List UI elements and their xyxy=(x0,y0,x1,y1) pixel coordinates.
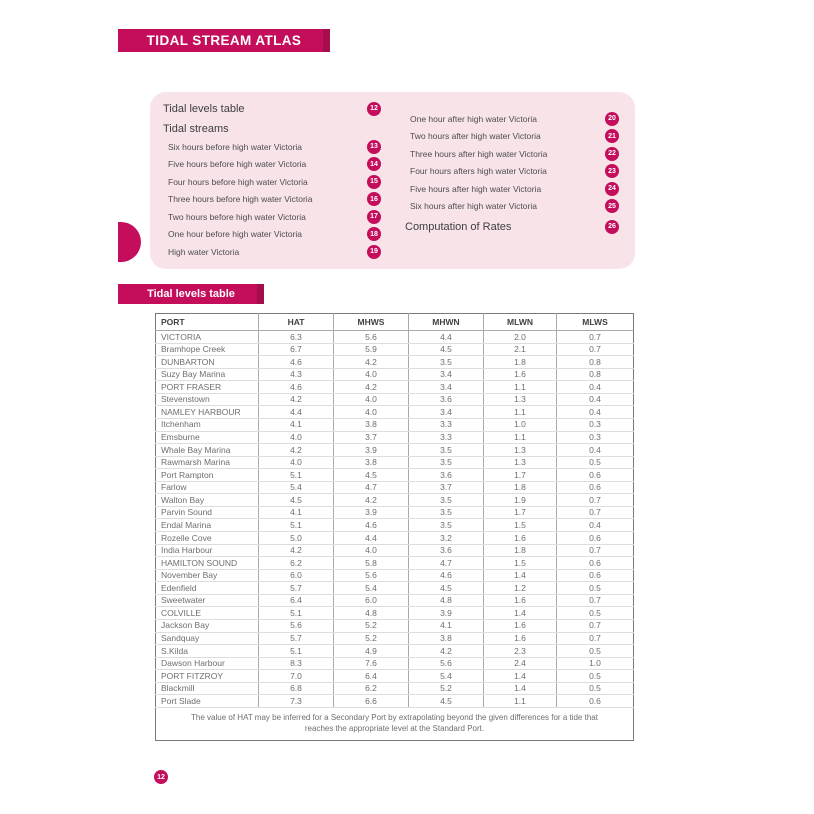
mhwn-value-cell: 3.5 xyxy=(409,444,484,457)
mlws-value-cell: 0.7 xyxy=(557,544,634,557)
mlwn-value-cell: 2.3 xyxy=(484,645,557,658)
mhws-value-cell: 4.6 xyxy=(334,519,409,532)
toc-item-label: Tidal levels table xyxy=(163,102,245,115)
mlws-value-cell: 0.7 xyxy=(557,331,634,344)
port-name-cell: Dawson Harbour xyxy=(156,657,259,670)
page-number-badge: 15 xyxy=(367,175,381,189)
mhws-value-cell: 4.0 xyxy=(334,544,409,557)
page-number-badge: 22 xyxy=(605,147,619,161)
mhws-value-cell: 4.9 xyxy=(334,645,409,658)
mlwn-value-cell: 1.9 xyxy=(484,494,557,507)
mhwn-value-cell: 5.2 xyxy=(409,682,484,695)
table-row xyxy=(156,506,634,519)
mhws-value-cell: 4.0 xyxy=(334,368,409,381)
table-row xyxy=(156,469,634,482)
toc-item-label: Two hours before high water Victoria xyxy=(168,211,306,222)
hat-value-cell: 5.1 xyxy=(259,645,334,658)
port-name-cell: Parvin Sound xyxy=(156,506,259,519)
toc-item xyxy=(163,226,381,244)
toc-item-label: Two hours after high water Victoria xyxy=(410,131,541,142)
mlws-value-cell: 0.6 xyxy=(557,695,634,708)
table-row xyxy=(156,343,634,356)
mlwn-value-cell: 2.1 xyxy=(484,343,557,356)
mhws-value-cell: 7.6 xyxy=(334,657,409,670)
hat-value-cell: 6.4 xyxy=(259,594,334,607)
section-header-bar xyxy=(118,284,264,304)
table-row xyxy=(156,418,634,431)
toc-item-label: Five hours after high water Victoria xyxy=(410,183,542,194)
hat-value-cell: 6.0 xyxy=(259,569,334,582)
toc-item xyxy=(405,198,619,216)
port-name-cell: PORT FRASER xyxy=(156,381,259,394)
table-row xyxy=(156,431,634,444)
toc-item xyxy=(163,156,381,174)
hat-value-cell: 6.2 xyxy=(259,557,334,570)
toc-item xyxy=(163,173,381,191)
mhws-value-cell: 3.9 xyxy=(334,506,409,519)
mlws-value-cell: 0.7 xyxy=(557,632,634,645)
mlws-value-cell: 0.4 xyxy=(557,381,634,394)
column-header-mhwn: MHWN xyxy=(409,314,484,331)
mlws-value-cell: 0.7 xyxy=(557,506,634,519)
mhwn-value-cell: 3.6 xyxy=(409,393,484,406)
mhws-value-cell: 5.6 xyxy=(334,569,409,582)
page-title: TIDAL STREAM ATLAS xyxy=(146,33,302,48)
toc-item xyxy=(405,180,619,198)
mlws-value-cell: 0.7 xyxy=(557,343,634,356)
toc-item-label: Three hours before high water Victoria xyxy=(168,194,313,205)
page-number-badge: 16 xyxy=(367,192,381,206)
mhws-value-cell: 3.9 xyxy=(334,444,409,457)
hat-value-cell: 4.2 xyxy=(259,444,334,457)
hat-value-cell: 4.0 xyxy=(259,456,334,469)
mlwn-value-cell: 1.2 xyxy=(484,582,557,595)
page-number-badge: 23 xyxy=(605,164,619,178)
toc-item xyxy=(163,191,381,209)
mhws-value-cell: 3.8 xyxy=(334,418,409,431)
mlwn-value-cell: 1.1 xyxy=(484,381,557,394)
page-number-badge: 26 xyxy=(605,220,619,234)
mhwn-value-cell: 4.8 xyxy=(409,594,484,607)
port-name-cell: COLVILLE xyxy=(156,607,259,620)
mhwn-value-cell: 3.4 xyxy=(409,368,484,381)
mlwn-value-cell: 1.6 xyxy=(484,532,557,545)
mhws-value-cell: 6.2 xyxy=(334,682,409,695)
mhws-value-cell: 4.2 xyxy=(334,494,409,507)
port-name-cell: Emsburne xyxy=(156,431,259,444)
mhwn-value-cell: 3.6 xyxy=(409,544,484,557)
port-name-cell: DUNBARTON xyxy=(156,356,259,369)
table-row xyxy=(156,682,634,695)
table-row xyxy=(156,356,634,369)
port-name-cell: Sweetwater xyxy=(156,594,259,607)
mhwn-value-cell: 3.3 xyxy=(409,431,484,444)
contents-panel xyxy=(150,92,635,269)
mlwn-value-cell: 1.1 xyxy=(484,431,557,444)
mlwn-value-cell: 1.3 xyxy=(484,456,557,469)
mlws-value-cell: 0.8 xyxy=(557,356,634,369)
mhws-value-cell: 4.2 xyxy=(334,381,409,394)
hat-value-cell: 5.1 xyxy=(259,469,334,482)
mhws-value-cell: 4.0 xyxy=(334,406,409,419)
hat-value-cell: 4.0 xyxy=(259,431,334,444)
hat-value-cell: 5.6 xyxy=(259,619,334,632)
table-row xyxy=(156,645,634,658)
mlwn-value-cell: 1.4 xyxy=(484,607,557,620)
column-header-hat: HAT xyxy=(259,314,334,331)
table-row xyxy=(156,481,634,494)
mlwn-value-cell: 2.0 xyxy=(484,331,557,344)
toc-item xyxy=(405,163,619,181)
table-footer xyxy=(156,707,634,740)
mlws-value-cell: 1.0 xyxy=(557,657,634,670)
toc-item-label: Three hours after high water Victoria xyxy=(410,148,548,159)
section-header-title: Tidal levels table xyxy=(147,288,235,300)
port-name-cell: Bramhope Creek xyxy=(156,343,259,356)
column-header-mhws: MHWS xyxy=(334,314,409,331)
page-number-badge: 20 xyxy=(605,112,619,126)
mhws-value-cell: 5.6 xyxy=(334,331,409,344)
table-row xyxy=(156,519,634,532)
hat-value-cell: 4.1 xyxy=(259,418,334,431)
page-number-indicator: 12 xyxy=(154,770,168,784)
mhwn-value-cell: 3.6 xyxy=(409,469,484,482)
hat-value-cell: 6.8 xyxy=(259,682,334,695)
port-name-cell: NAMLEY HARBOUR xyxy=(156,406,259,419)
table-row xyxy=(156,569,634,582)
table-footnote: The value of HAT may be inferred for a Secondary Port by extrapolating beyond the given differences for a tide that reaches the appropriate level at the Standard Port. xyxy=(156,707,634,740)
tidal-levels-table xyxy=(155,313,634,741)
hat-value-cell: 5.4 xyxy=(259,481,334,494)
hat-value-cell: 5.0 xyxy=(259,532,334,545)
mlws-value-cell: 0.6 xyxy=(557,557,634,570)
mlws-value-cell: 0.5 xyxy=(557,670,634,683)
page-number-badge: 24 xyxy=(605,182,619,196)
mhwn-value-cell: 4.4 xyxy=(409,331,484,344)
toc-item-label: Six hours after high water Victoria xyxy=(410,201,537,212)
page-number-badge: 25 xyxy=(605,199,619,213)
mlwn-value-cell: 1.5 xyxy=(484,519,557,532)
table-row xyxy=(156,607,634,620)
mlwn-value-cell: 1.8 xyxy=(484,481,557,494)
mhwn-value-cell: 4.7 xyxy=(409,557,484,570)
toc-item-label: One hour after high water Victoria xyxy=(410,113,537,124)
mhws-value-cell: 4.4 xyxy=(334,532,409,545)
hat-value-cell: 8.3 xyxy=(259,657,334,670)
table-row xyxy=(156,393,634,406)
mhws-value-cell: 6.0 xyxy=(334,594,409,607)
toc-item-label: Six hours before high water Victoria xyxy=(168,141,303,152)
mlws-value-cell: 0.5 xyxy=(557,607,634,620)
mlwn-value-cell: 1.0 xyxy=(484,418,557,431)
mhws-value-cell: 5.9 xyxy=(334,343,409,356)
toc-item xyxy=(163,208,381,226)
mlwn-value-cell: 2.4 xyxy=(484,657,557,670)
toc-item-label: Computation of Rates xyxy=(405,220,512,233)
hat-value-cell: 4.6 xyxy=(259,356,334,369)
mlwn-value-cell: 1.3 xyxy=(484,444,557,457)
mlwn-value-cell: 1.7 xyxy=(484,469,557,482)
mlws-value-cell: 0.5 xyxy=(557,456,634,469)
toc-item xyxy=(405,110,619,128)
mhws-value-cell: 6.4 xyxy=(334,670,409,683)
mhws-value-cell: 5.8 xyxy=(334,557,409,570)
port-name-cell: Sandquay xyxy=(156,632,259,645)
page-number-badge: 12 xyxy=(367,102,381,116)
toc-item-label: Five hours before high water Victoria xyxy=(168,159,307,170)
mhwn-value-cell: 3.3 xyxy=(409,418,484,431)
port-name-cell: PORT FITZROY xyxy=(156,670,259,683)
port-name-cell: Edenfield xyxy=(156,582,259,595)
toc-item-label: High water Victoria xyxy=(168,246,240,257)
table-row xyxy=(156,406,634,419)
port-name-cell: Port Rampton xyxy=(156,469,259,482)
hat-value-cell: 7.0 xyxy=(259,670,334,683)
hat-value-cell: 4.2 xyxy=(259,544,334,557)
port-name-cell: November Bay xyxy=(156,569,259,582)
toc-item xyxy=(163,138,381,156)
mhws-value-cell: 4.5 xyxy=(334,469,409,482)
mlws-value-cell: 0.4 xyxy=(557,406,634,419)
toc-section-heading: Tidal streams xyxy=(163,123,229,135)
mhwn-value-cell: 3.5 xyxy=(409,494,484,507)
port-name-cell: Rozelle Cove xyxy=(156,532,259,545)
mhwn-value-cell: 3.5 xyxy=(409,356,484,369)
contents-right-column xyxy=(405,110,619,238)
mhwn-value-cell: 3.8 xyxy=(409,632,484,645)
port-name-cell: HAMILTON SOUND xyxy=(156,557,259,570)
mlwn-value-cell: 1.8 xyxy=(484,356,557,369)
mhws-value-cell: 4.0 xyxy=(334,393,409,406)
mhws-value-cell: 5.2 xyxy=(334,619,409,632)
table-row xyxy=(156,368,634,381)
port-name-cell: Rawmarsh Marina xyxy=(156,456,259,469)
mhwn-value-cell: 4.2 xyxy=(409,645,484,658)
contents-left-column xyxy=(163,97,381,261)
column-header-mlwn: MLWN xyxy=(484,314,557,331)
edge-thumb-tab xyxy=(118,222,141,262)
mlws-value-cell: 0.3 xyxy=(557,418,634,431)
page-title-bar xyxy=(118,29,330,52)
mhwn-value-cell: 4.1 xyxy=(409,619,484,632)
toc-item xyxy=(163,243,381,261)
column-header-port: PORT xyxy=(156,314,259,331)
mlws-value-cell: 0.6 xyxy=(557,532,634,545)
hat-value-cell: 7.3 xyxy=(259,695,334,708)
mhwn-value-cell: 3.5 xyxy=(409,506,484,519)
mlws-value-cell: 0.7 xyxy=(557,619,634,632)
toc-item xyxy=(405,128,619,146)
mhwn-value-cell: 3.2 xyxy=(409,532,484,545)
table-body xyxy=(156,331,634,708)
mhws-value-cell: 4.7 xyxy=(334,481,409,494)
table-row xyxy=(156,657,634,670)
mlws-value-cell: 0.5 xyxy=(557,582,634,595)
hat-value-cell: 4.3 xyxy=(259,368,334,381)
mlws-value-cell: 0.4 xyxy=(557,393,634,406)
mhws-value-cell: 4.8 xyxy=(334,607,409,620)
mhwn-value-cell: 3.5 xyxy=(409,519,484,532)
hat-value-cell: 4.2 xyxy=(259,393,334,406)
toc-item-label: Four hours before high water Victoria xyxy=(168,176,308,187)
mhws-value-cell: 3.7 xyxy=(334,431,409,444)
port-name-cell: Walton Bay xyxy=(156,494,259,507)
table-row xyxy=(156,632,634,645)
mlwn-value-cell: 1.6 xyxy=(484,368,557,381)
port-name-cell: Suzy Bay Marina xyxy=(156,368,259,381)
mlwn-value-cell: 1.6 xyxy=(484,594,557,607)
mlws-value-cell: 0.8 xyxy=(557,368,634,381)
mhws-value-cell: 4.2 xyxy=(334,356,409,369)
port-name-cell: Jackson Bay xyxy=(156,619,259,632)
mlwn-value-cell: 1.1 xyxy=(484,695,557,708)
toc-item-label: Four hours afters high water Victoria xyxy=(410,166,547,177)
mlws-value-cell: 0.6 xyxy=(557,469,634,482)
mhwn-value-cell: 4.5 xyxy=(409,582,484,595)
mlwn-value-cell: 1.4 xyxy=(484,569,557,582)
mlwn-value-cell: 1.3 xyxy=(484,393,557,406)
table-row xyxy=(156,670,634,683)
table-row xyxy=(156,494,634,507)
mhws-value-cell: 6.6 xyxy=(334,695,409,708)
mlws-value-cell: 0.6 xyxy=(557,481,634,494)
hat-value-cell: 5.1 xyxy=(259,519,334,532)
mlws-value-cell: 0.7 xyxy=(557,594,634,607)
page-number-badge: 17 xyxy=(367,210,381,224)
mhwn-value-cell: 3.4 xyxy=(409,381,484,394)
port-name-cell: VICTORIA xyxy=(156,331,259,344)
port-name-cell: Blackmill xyxy=(156,682,259,695)
mhwn-value-cell: 3.9 xyxy=(409,607,484,620)
hat-value-cell: 5.1 xyxy=(259,607,334,620)
table-row xyxy=(156,695,634,708)
page-number-badge: 21 xyxy=(605,129,619,143)
table-row xyxy=(156,444,634,457)
hat-value-cell: 5.7 xyxy=(259,582,334,595)
mlws-value-cell: 0.3 xyxy=(557,431,634,444)
mlwn-value-cell: 1.1 xyxy=(484,406,557,419)
table-row xyxy=(156,557,634,570)
port-name-cell: India Harbour xyxy=(156,544,259,557)
hat-value-cell: 4.1 xyxy=(259,506,334,519)
mlws-value-cell: 0.7 xyxy=(557,494,634,507)
table-row xyxy=(156,619,634,632)
table-row xyxy=(156,532,634,545)
toc-item-tidal-levels-table xyxy=(163,97,381,120)
page-number-badge: 14 xyxy=(367,157,381,171)
mhwn-value-cell: 3.5 xyxy=(409,456,484,469)
mhwn-value-cell: 4.5 xyxy=(409,695,484,708)
port-name-cell: Endal Marina xyxy=(156,519,259,532)
hat-value-cell: 5.7 xyxy=(259,632,334,645)
table-row xyxy=(156,544,634,557)
hat-value-cell: 6.3 xyxy=(259,331,334,344)
hat-value-cell: 6.7 xyxy=(259,343,334,356)
table-row xyxy=(156,582,634,595)
mlws-value-cell: 0.4 xyxy=(557,444,634,457)
toc-item-label: One hour before high water Victoria xyxy=(168,229,303,240)
port-name-cell: Farlow xyxy=(156,481,259,494)
mhws-value-cell: 3.8 xyxy=(334,456,409,469)
mlws-value-cell: 0.5 xyxy=(557,645,634,658)
port-name-cell: Port Slade xyxy=(156,695,259,708)
mlws-value-cell: 0.5 xyxy=(557,682,634,695)
page-number-badge: 13 xyxy=(367,140,381,154)
port-name-cell: Stevenstown xyxy=(156,393,259,406)
mhws-value-cell: 5.2 xyxy=(334,632,409,645)
mhwn-value-cell: 5.6 xyxy=(409,657,484,670)
mlwn-value-cell: 1.8 xyxy=(484,544,557,557)
mhwn-value-cell: 5.4 xyxy=(409,670,484,683)
toc-item-computation-of-rates xyxy=(405,215,619,238)
table-row xyxy=(156,594,634,607)
toc-item-list xyxy=(405,110,619,215)
mlwn-value-cell: 1.7 xyxy=(484,506,557,519)
table-header xyxy=(156,314,634,331)
toc-item-list xyxy=(163,138,381,261)
hat-value-cell: 4.6 xyxy=(259,381,334,394)
table-row xyxy=(156,331,634,344)
hat-value-cell: 4.4 xyxy=(259,406,334,419)
port-name-cell: Whale Bay Marina xyxy=(156,444,259,457)
table-row xyxy=(156,381,634,394)
mhwn-value-cell: 4.5 xyxy=(409,343,484,356)
port-name-cell: S.Kilda xyxy=(156,645,259,658)
table-row xyxy=(156,456,634,469)
mhws-value-cell: 5.4 xyxy=(334,582,409,595)
mlwn-value-cell: 1.6 xyxy=(484,619,557,632)
column-header-mlws: MLWS xyxy=(557,314,634,331)
mhwn-value-cell: 4.6 xyxy=(409,569,484,582)
mlwn-value-cell: 1.4 xyxy=(484,682,557,695)
mlwn-value-cell: 1.6 xyxy=(484,632,557,645)
page-number-badge: 19 xyxy=(367,245,381,259)
hat-value-cell: 4.5 xyxy=(259,494,334,507)
mhwn-value-cell: 3.4 xyxy=(409,406,484,419)
mhwn-value-cell: 3.7 xyxy=(409,481,484,494)
toc-item xyxy=(405,145,619,163)
mlwn-value-cell: 1.5 xyxy=(484,557,557,570)
port-name-cell: Itchenham xyxy=(156,418,259,431)
mlwn-value-cell: 1.4 xyxy=(484,670,557,683)
mlws-value-cell: 0.6 xyxy=(557,569,634,582)
mlws-value-cell: 0.4 xyxy=(557,519,634,532)
page-number-badge: 18 xyxy=(367,227,381,241)
